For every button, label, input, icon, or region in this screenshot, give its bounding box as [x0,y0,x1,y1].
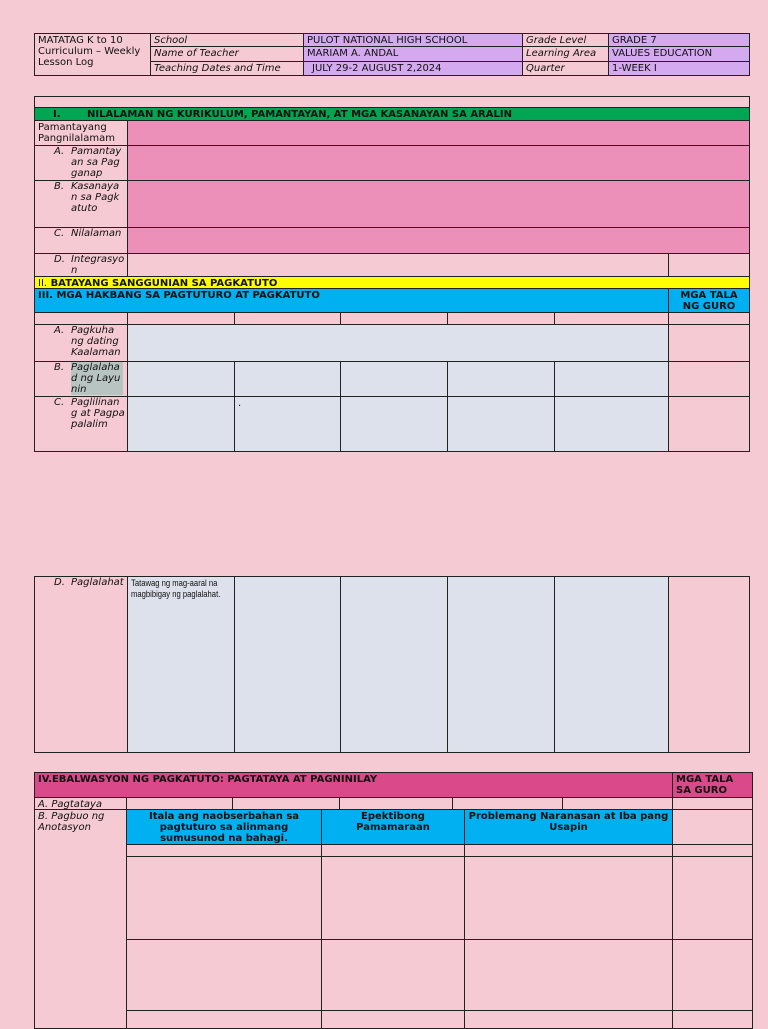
s3-d-col-1 [127,576,235,753]
label-school: School [150,33,304,47]
s3-b-col-2 [234,361,341,397]
value-grade: GRADE 7 [608,33,750,47]
s3-c-col-2 [234,396,341,452]
s3-row-b-text: Paglalahad ng Layunin [71,362,123,395]
s4-row-a-label: A. Pagtataya [34,797,127,810]
s3-c-col-1 [127,396,235,452]
s3-row-d-text: Paglalahat [71,577,124,588]
s4-body-1-2 [321,856,465,940]
s3-b-col-1 [127,361,235,397]
s4-body-1-4 [672,856,753,940]
label-quarter: Quarter [522,61,609,76]
label-dates: Teaching Dates and Time [150,61,304,76]
value-teacher: MARIAM A. ANDAL [303,46,523,62]
section1-number: I. [53,109,61,120]
s4-header-problems: Problemang Naranasan at Iba pang Usapin [464,809,673,845]
s3-row-c-label: C. Paglilinang at Pagpapalalim [34,396,128,452]
s4-body-2-1 [126,939,322,1011]
value-area: VALUES EDUCATION [608,46,750,62]
s4-body-2-2 [321,939,465,1011]
s3-c-mark: . [238,398,242,409]
s3-d-col-3 [340,576,448,753]
row-c-content [127,227,750,254]
section2-number: II. [38,278,48,289]
s4-body-3-3 [464,1010,673,1029]
s3-d-col-2 [234,576,341,753]
doc-title: MATATAG K to 10 Curriculum – Weekly Lesson Log [34,33,151,76]
s4-body-1-3 [464,856,673,940]
value-school: PULOT NATIONAL HIGH SCHOOL [303,33,523,47]
s4-body-3-4 [672,1010,753,1029]
row-d-label: D. Integrasyon [34,253,128,277]
s3-d-col-5 [554,576,669,753]
label-grade: Grade Level [522,33,609,47]
s3-c-col-3 [340,396,448,452]
s4-b-notes-header [672,809,753,845]
row-pamantayang-content [127,120,750,146]
s4-body-2-3 [464,939,673,1011]
s3-b-notes [668,361,750,397]
section4-notes: MGA TALA SA GURO [672,772,753,798]
row-d-notes [668,253,750,277]
s4-body-3-1 [126,1010,322,1029]
s3-d-notes [668,576,750,753]
s3-row-c-text: Paglilinang at Pagpapalalim [71,397,125,430]
row-a-content [127,145,750,181]
s4-body-1-1 [126,856,322,940]
row-c-text: Nilalaman [71,228,122,239]
label-area: Learning Area [522,46,609,62]
row-b-label: B. Kasanayan sa Pagkatuto [34,180,128,228]
s3-c-col-4 [447,396,555,452]
section4-title: IV.EBALWASYON NG PAGKATUTO: PAGTATAYA AT PAGNINILAY [34,772,673,798]
s3-row-a-notes [668,324,750,362]
s4-header-observed: Itala ang naobserbahan sa pagtuturo sa alinmang sumusunod na bahagi. [126,809,322,845]
section3-notes: MGA TALA NG GURO [668,288,750,313]
row-d-content [127,253,669,277]
row-b-content [127,180,750,228]
value-quarter: 1-WEEK I [608,61,750,76]
row-b-text: Kasanayan sa Pagkatuto [71,181,120,214]
s3-b-col-4 [447,361,555,397]
s4-body-3-2 [321,1010,465,1029]
s4-row-b-label: B. Pagbuo ng Anotasyon [34,809,127,1029]
s3-d-text: Tatawag ng mag-aaral na magbibigay ng paglalahat. [131,578,221,599]
section3-title: III. MGA HAKBANG SA PAGTUTURO AT PAGKATUTO [34,288,669,313]
s3-row-b-label: B. Paglalahad ng Layunin [34,361,128,397]
s3-row-a-content [127,324,669,362]
row-c-label: C. Nilalaman [34,227,128,254]
section1-header [34,107,750,121]
s4-header-effective: Epektibong Pamamaraan [321,809,465,845]
s4-body-2-4 [672,939,753,1011]
row-a-text: Pamantayan sa Pagganap [71,146,122,179]
section1-title: NILALAMAN NG KURIKULUM, PAMANTAYAN, AT MGA KASANAYAN SA ARALIN [87,109,512,120]
row-d-text: Integrasyon [71,254,125,276]
s3-b-col-3 [340,361,448,397]
row-a-label: A. Pamantayan sa Pagganap [34,145,128,181]
s3-c-notes [668,396,750,452]
s3-d-col-4 [447,576,555,753]
s3-b-col-5 [554,361,669,397]
s3-c-col-5 [554,396,669,452]
section2-title: BATAYANG SANGGUNIAN SA PAGKATUTO [50,278,278,289]
s3-row-a-text: Pagkuha ng dating Kaalaman [71,325,121,358]
s3-row-a-label: A. Pagkuha ng dating Kaalaman [34,324,128,362]
row-pamantayang-label: Pamantayang Pangnilalamam [34,120,128,146]
s3-row-d-label: D. Paglalahat [34,576,128,753]
value-dates: JULY 29-2 AUGUST 2,2024 [303,61,523,76]
label-teacher: Name of Teacher [150,46,304,62]
